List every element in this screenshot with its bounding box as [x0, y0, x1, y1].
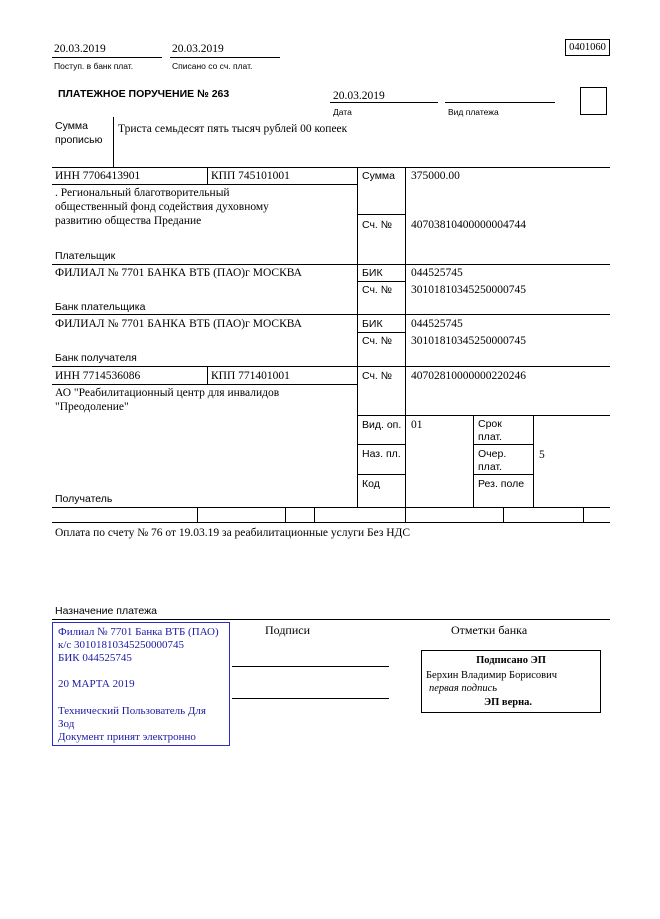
form-code: 0401060: [565, 39, 610, 56]
payer-bik-label: БИК: [362, 267, 383, 279]
payee-bank-name: ФИЛИАЛ № 7701 БАНКА ВТБ (ПАО)г МОСКВА: [55, 318, 302, 330]
grid-col: [207, 167, 208, 184]
stamp-bik: БИК 044525745: [58, 652, 132, 664]
grid-line: [357, 332, 405, 333]
payer-label: Плательщик: [55, 250, 116, 262]
payee-inn: ИНН 7714536086: [55, 370, 141, 382]
payee-account: 40702810000000220246: [411, 370, 526, 382]
op-type-label: Вид. оп.: [362, 419, 402, 431]
op-type-value: 01: [411, 419, 423, 431]
payment-type-line: [445, 102, 555, 103]
payer-bank-name: ФИЛИАЛ № 7701 БАНКА ВТБ (ПАО)г МОСКВА: [55, 267, 302, 279]
document-date: 20.03.2019: [333, 90, 385, 102]
document-title: ПЛАТЕЖНОЕ ПОРУЧЕНИЕ № 263: [58, 88, 230, 100]
esign-box: [421, 650, 601, 713]
grid-line: [52, 264, 610, 265]
term-label-1: Срок: [478, 418, 502, 430]
debit-date-label: Списано со сч. плат.: [172, 61, 253, 71]
order-label-1: Очер.: [478, 448, 507, 460]
grid-line: [357, 415, 610, 416]
amount-label: Сумма: [362, 170, 395, 182]
debit-date-line: [170, 57, 280, 58]
grid-col: [405, 507, 406, 522]
payer-bik: 044525745: [411, 267, 463, 279]
signature-line-2: [232, 698, 389, 699]
purpose-code-label: Наз. пл.: [362, 448, 401, 460]
order-value: 5: [539, 449, 545, 461]
document-date-label: Дата: [333, 107, 352, 117]
stamp-user-2: Зод: [58, 718, 75, 730]
reserve-label: Рез. поле: [478, 478, 525, 490]
payer-account: 40703810400000004744: [411, 219, 526, 231]
payer-bank-label: Банк плательщика: [55, 301, 146, 313]
term-label-2: плат.: [478, 431, 502, 443]
grid-col: [285, 507, 286, 522]
amount-words-label-2: прописью: [55, 134, 103, 146]
grid-line: [357, 444, 405, 445]
grid-col: [405, 167, 406, 507]
amount-words-label-1: Сумма: [55, 120, 88, 132]
grid-line: [52, 314, 610, 315]
grid-line: [52, 507, 610, 508]
payee-corr-label: Сч. №: [362, 335, 393, 347]
grid-line: [473, 474, 533, 475]
debit-date: 20.03.2019: [172, 43, 224, 55]
receipt-date-line: [52, 57, 162, 58]
payment-type-label: Вид платежа: [448, 107, 499, 117]
esign-verified: ЭП верна.: [484, 697, 533, 708]
stamp-corr-account: к/с 30101810345250000745: [58, 639, 185, 651]
grid-col: [503, 507, 504, 522]
purpose-label: Назначение платежа: [55, 605, 157, 617]
signature-line-1: [232, 666, 389, 667]
status-box: [580, 87, 607, 115]
payer-name-3: развитию общества Предание: [55, 215, 202, 227]
payee-name-2: "Преодоление": [55, 401, 129, 413]
grid-line: [52, 366, 610, 367]
grid-line: [357, 214, 405, 215]
esign-title: Подписано ЭП: [476, 655, 546, 666]
grid-line: [473, 444, 533, 445]
payer-account-label: Сч. №: [362, 219, 393, 231]
document-date-line: [330, 102, 438, 103]
payer-kpp: КПП 745101001: [211, 170, 290, 182]
grid-col: [314, 507, 315, 522]
payee-label: Получатель: [55, 493, 113, 505]
amount-words-divider: [113, 117, 114, 167]
grid-line: [52, 184, 357, 185]
payer-name-2: общественный фонд содействия духовному: [55, 201, 269, 213]
grid-col: [207, 366, 208, 384]
payee-bik: 044525745: [411, 318, 463, 330]
code-label: Код: [362, 478, 380, 490]
esign-role: первая подпись: [429, 683, 498, 694]
purpose-line: [52, 619, 610, 620]
payer-inn: ИНН 7706413901: [55, 170, 141, 182]
payee-account-label: Сч. №: [362, 370, 393, 382]
payee-name-1: АО "Реабилитационный центр для инвалидов: [55, 387, 280, 399]
grid-line: [52, 522, 610, 523]
bank-stamp: [52, 622, 230, 746]
purpose-text: Оплата по счету № 76 от 19.03.19 за реабилитационные услуги Без НДС: [55, 527, 411, 539]
grid-line: [357, 474, 405, 475]
receipt-date-label: Поступ. в банк плат.: [54, 61, 134, 71]
payee-bik-label: БИК: [362, 318, 383, 330]
payee-kpp: КПП 771401001: [211, 370, 290, 382]
bank-marks-label: Отметки банка: [451, 623, 528, 637]
signatures-label: Подписи: [265, 623, 311, 637]
amount-value: 375000.00: [411, 170, 460, 182]
amount-words-text: Триста семьдесят пять тысяч рублей 00 копеек: [118, 123, 348, 135]
payer-name-1: . Региональный благотворительный: [55, 187, 230, 199]
grid-line: [52, 384, 357, 385]
grid-line: [52, 167, 610, 168]
grid-col: [533, 415, 534, 507]
grid-col: [473, 415, 474, 507]
order-label-2: плат.: [478, 461, 502, 473]
payer-corr-label: Сч. №: [362, 284, 393, 296]
stamp-user-1: Технический Пользователь Для: [58, 705, 206, 717]
esign-name: Берхин Владимир Борисович: [426, 670, 557, 681]
stamp-accepted: Документ принят электронно: [58, 731, 196, 743]
payee-bank-label: Банк получателя: [55, 352, 137, 364]
payer-corr-account: 30101810345250000745: [411, 284, 526, 296]
grid-line: [357, 281, 405, 282]
grid-col: [357, 167, 358, 507]
payee-corr-account: 30101810345250000745: [411, 335, 526, 347]
grid-col: [583, 507, 584, 522]
grid-col: [197, 507, 198, 522]
stamp-date: 20 МАРТА 2019: [58, 678, 135, 690]
receipt-date: 20.03.2019: [54, 43, 106, 55]
stamp-bank-name: Филиал № 7701 Банка ВТБ (ПАО): [58, 626, 219, 638]
